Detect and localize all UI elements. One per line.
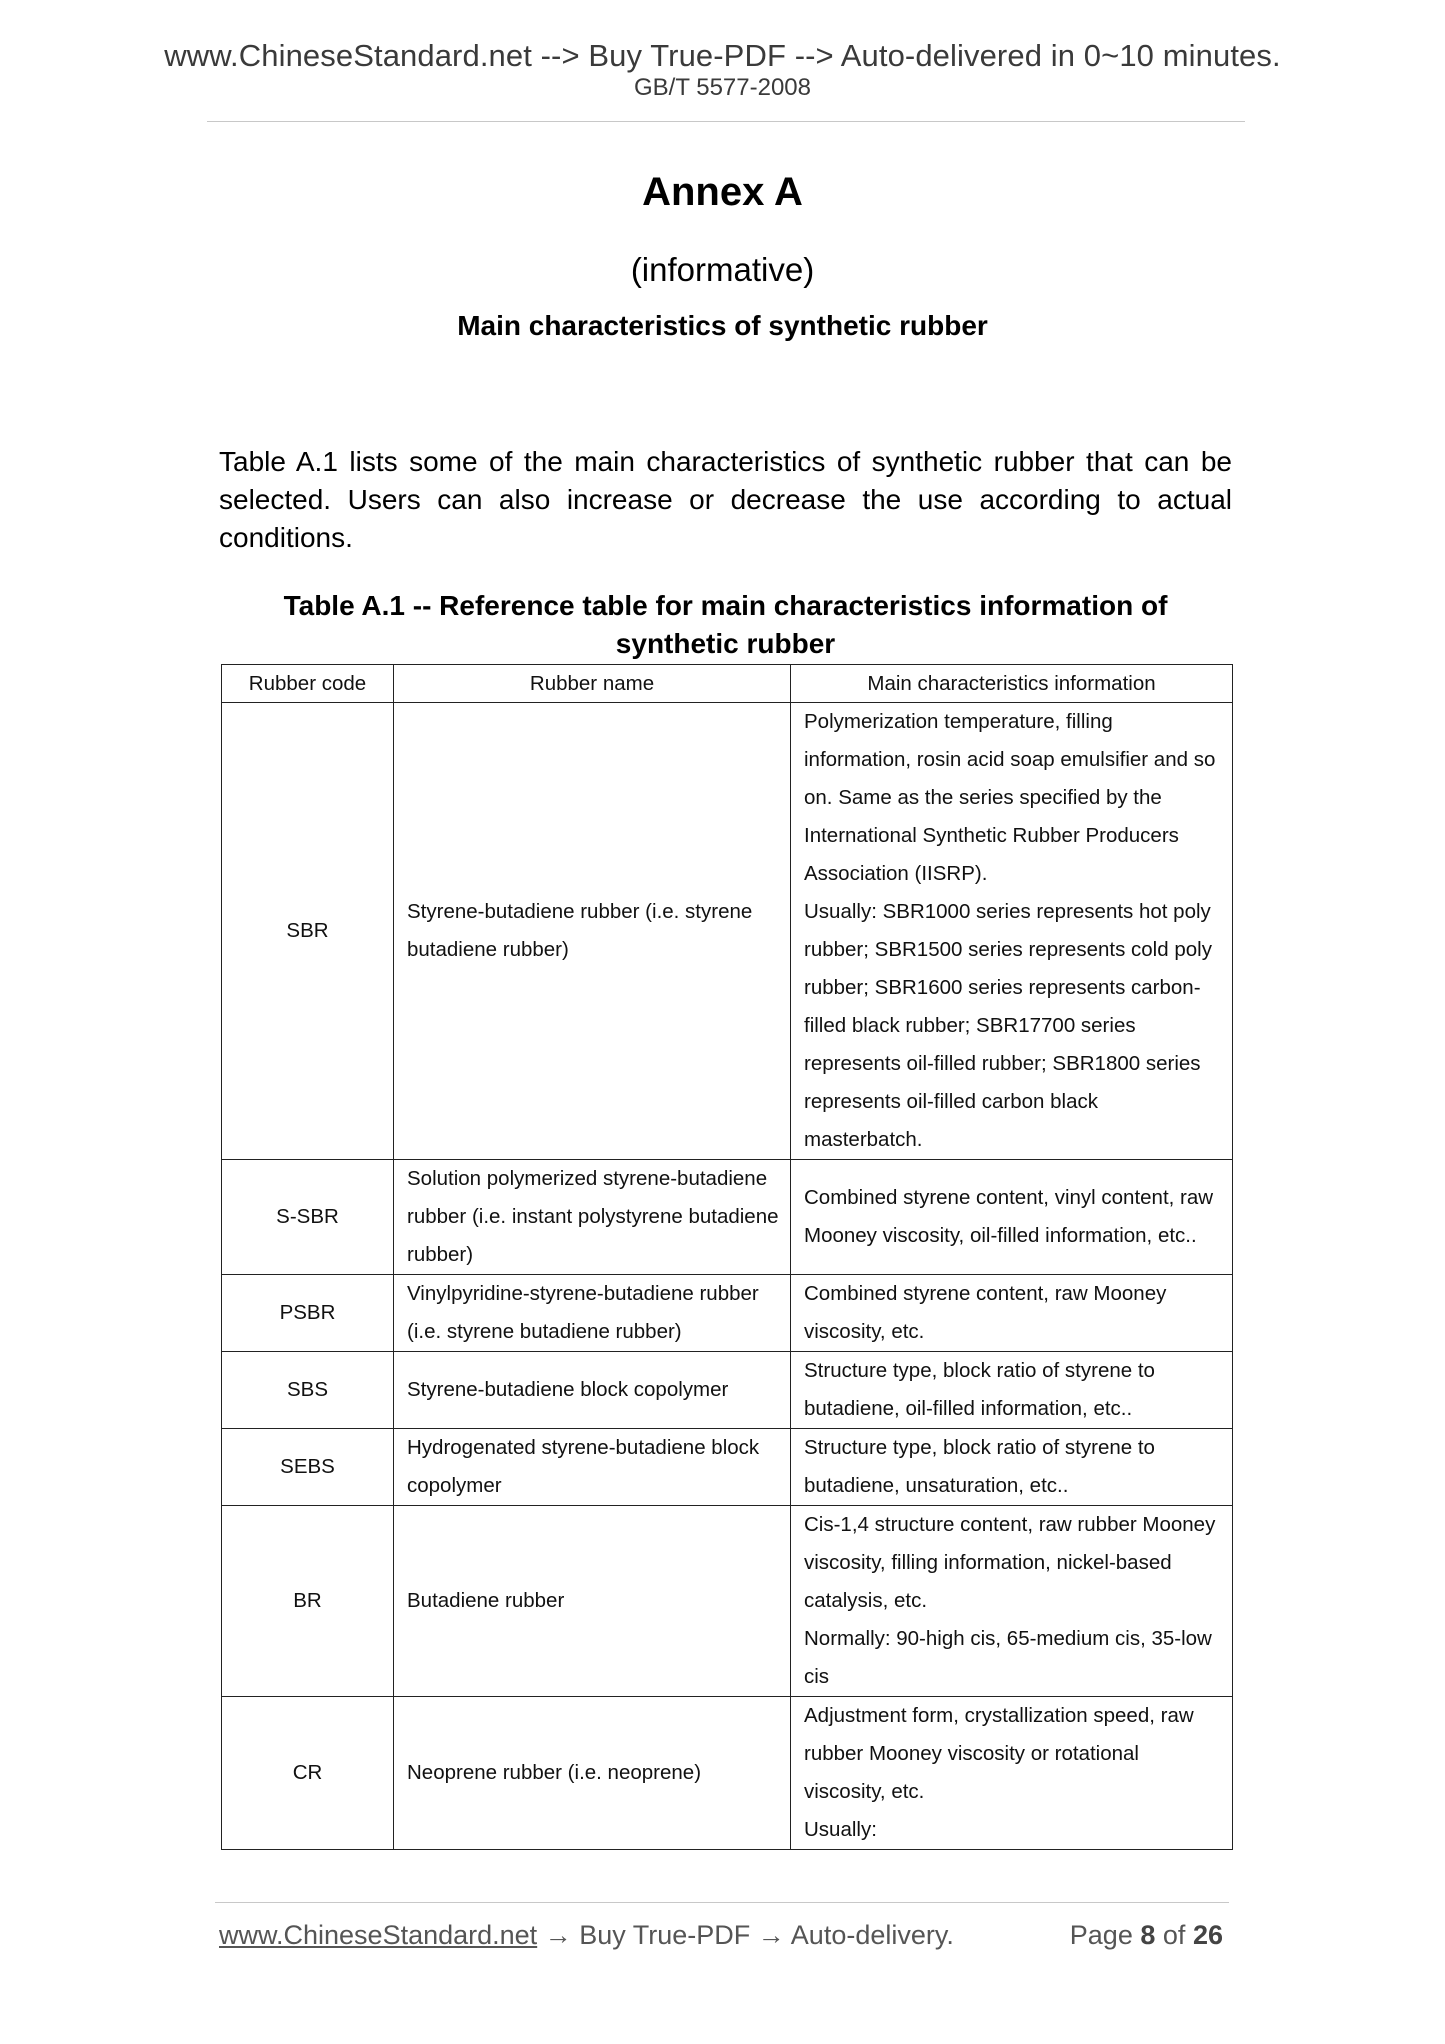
rubber-name: Vinylpyridine-styrene-butadiene rubber (i.e. styrene butadiene rubber) — [394, 1275, 791, 1352]
top-banner: www.ChineseStandard.net --> Buy True-PDF --> Auto-delivered in 0~10 minutes. — [164, 38, 1281, 73]
page-of: of — [1162, 1920, 1186, 1950]
arrow-right-icon: → — [544, 1920, 572, 1950]
rubber-info — [791, 1697, 1233, 1850]
page-total: 26 — [1192, 1920, 1223, 1950]
rubber-info — [791, 1352, 1233, 1429]
rubber-info-para: Normally: 90-high cis, 65-medium cis, 35-low cis — [804, 1627, 1212, 1688]
annex-title: Annex A — [642, 170, 803, 214]
rubber-info-para: Structure type, block ratio of styrene to butadiene, oil-filled information, etc.. — [804, 1359, 1155, 1420]
rubber-characteristics-table — [221, 664, 1233, 1850]
rubber-info-para: Combined styrene content, raw Mooney viscosity, etc. — [804, 1282, 1167, 1343]
footer-divider — [215, 1902, 1229, 1903]
rubber-name: Styrene-butadiene rubber (i.e. styrene butadiene rubber) — [394, 703, 791, 1160]
rubber-code: BR — [222, 1506, 394, 1697]
footer — [219, 1920, 954, 1951]
table-row — [222, 1506, 1233, 1697]
table-row — [222, 1160, 1233, 1275]
footer-delivery-text: Auto-delivery. — [790, 1920, 954, 1950]
page-current: 8 — [1140, 1920, 1156, 1950]
rubber-info — [791, 1506, 1233, 1697]
rubber-code: S-SBR — [222, 1160, 394, 1275]
table-row — [222, 1352, 1233, 1429]
rubber-info-para: Combined styrene content, vinyl content, raw Mooney viscosity, oil-filled information, etc.. — [804, 1186, 1214, 1247]
table-header-row — [222, 665, 1233, 703]
table-row — [222, 1429, 1233, 1506]
table-row — [222, 703, 1233, 1160]
annex-heading: Main characteristics of synthetic rubber — [457, 310, 988, 341]
rubber-name: Solution polymerized styrene-butadiene rubber (i.e. instant polystyrene butadiene rubber) — [394, 1160, 791, 1275]
rubber-info-para: Usually: SBR1000 series represents hot poly rubber; SBR1500 series represents cold poly rubber; SBR1600 series represents carbon-filled black rubber; SBR17700 series represents oil-filled rubber; SBR1800 series represents oil-filled carbon black masterbatch. — [804, 900, 1212, 1151]
table-row — [222, 1275, 1233, 1352]
rubber-code: PSBR — [222, 1275, 394, 1352]
table-row — [222, 1697, 1233, 1850]
arrow-right-icon: → — [757, 1920, 785, 1950]
footer-buy-text: Buy True-PDF — [579, 1920, 751, 1950]
rubber-info — [791, 1160, 1233, 1275]
rubber-name: Hydrogenated styrene-butadiene block copolymer — [394, 1429, 791, 1506]
table-caption — [219, 587, 1232, 663]
rubber-code: CR — [222, 1697, 394, 1850]
rubber-info-para: Adjustment form, crystallization speed, raw rubber Mooney viscosity or rotational viscosity, etc. — [804, 1704, 1194, 1803]
page-label: Page — [1069, 1920, 1133, 1950]
rubber-code: SBR — [222, 703, 394, 1160]
header-divider — [207, 121, 1245, 122]
table-caption-line1: Table A.1 -- Reference table for main characteristics information of — [283, 590, 1168, 621]
standard-number: GB/T 5577-2008 — [633, 74, 811, 101]
rubber-name: Neoprene rubber (i.e. neoprene) — [394, 1697, 791, 1850]
intro-paragraph: Table A.1 lists some of the main characteristics of synthetic rubber that can be selected. Users can also increase or decrease the use according to actual conditions. — [219, 446, 1232, 553]
table-caption-line2: synthetic rubber — [615, 628, 836, 659]
rubber-info — [791, 703, 1233, 1160]
rubber-name: Butadiene rubber — [394, 1506, 791, 1697]
header-main-characteristics: Main characteristics information — [791, 665, 1233, 703]
rubber-info — [791, 1429, 1233, 1506]
rubber-info-para: Cis-1,4 structure content, raw rubber Mooney viscosity, filling information, nickel-based catalysis, etc. — [804, 1513, 1216, 1612]
rubber-info-para: Usually: — [804, 1818, 877, 1841]
header-rubber-name: Rubber name — [394, 665, 791, 703]
rubber-info-para: Structure type, block ratio of styrene to butadiene, unsaturation, etc.. — [804, 1436, 1155, 1497]
page-indicator — [1070, 1920, 1223, 1951]
rubber-info — [791, 1275, 1233, 1352]
rubber-info-para: Polymerization temperature, filling information, rosin acid soap emulsifier and so on. Same as the series specified by the International Synthetic Rubber Producers Association (IISRP). — [804, 710, 1216, 885]
annex-subtitle: (informative) — [630, 251, 815, 288]
rubber-code: SEBS — [222, 1429, 394, 1506]
rubber-code: SBS — [222, 1352, 394, 1429]
rubber-name: Styrene-butadiene block copolymer — [394, 1352, 791, 1429]
footer-site-link[interactable]: www.ChineseStandard.net — [219, 1920, 538, 1950]
header-rubber-code: Rubber code — [222, 665, 394, 703]
